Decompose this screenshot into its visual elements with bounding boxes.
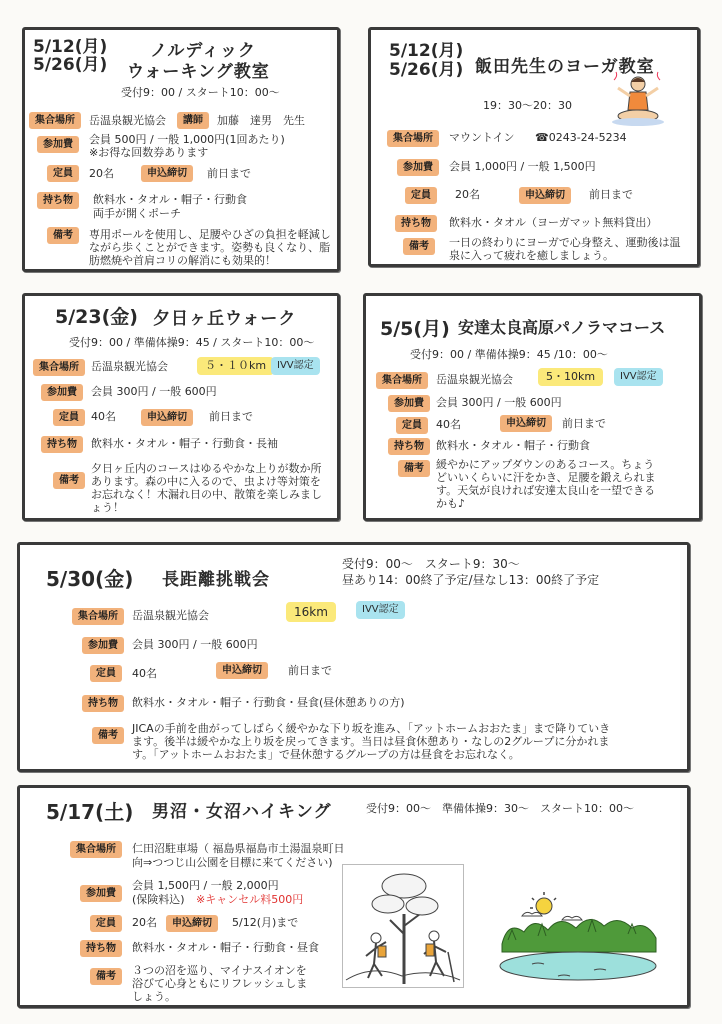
numa-meet-1: 仁田沼駐車場（ 福島県福島市土湯温泉町日 xyxy=(132,842,345,855)
deadline-label: 申込締切 xyxy=(519,187,571,204)
adatara-capacity: 40名 xyxy=(436,418,461,431)
numa-title: 男沼・女沼ハイキング xyxy=(152,802,332,822)
yoga-date-1: 5/12(月) xyxy=(389,41,464,61)
long-items: 飲料水・タオル・帽子・行動食・昼食(昼休憩ありの方) xyxy=(132,696,405,709)
long-notes: JICAの手前を曲がってしばらく緩やかな下り坂を進み、「アットホームおおたま」まで降りていきます。後半は緩やかな上り坂を戻ってきます。当日は昼食休憩あり・なしの2グループに分かれます。「アットホームおおたま」で昼休憩するグループの方は昼食をお忘れなく。 xyxy=(132,722,611,761)
long-date: 5/30(金) xyxy=(46,567,134,591)
nordic-fee-1: 会員 500円 / 一般 1,000円(1回あたり) xyxy=(89,133,285,146)
items-label: 持ち物 xyxy=(37,192,79,209)
numa-capacity: 20名 xyxy=(132,916,157,929)
yuhi-card xyxy=(22,293,340,521)
adatara-fee: 会員 300円 / 一般 600円 xyxy=(436,396,562,409)
notes-label: 備考 xyxy=(90,968,122,985)
deadline-label: 申込締切 xyxy=(216,662,268,679)
nordic-items-2: 両手が開くポーチ xyxy=(93,207,181,220)
yuhi-title: 夕日ヶ丘ウォーク xyxy=(153,309,297,329)
numa-fee-1: 会員 1,500円 / 一般 2,000円 xyxy=(132,879,279,892)
numa-date: 5/17(土) xyxy=(46,800,134,824)
capacity-label: 定員 xyxy=(90,915,122,932)
meet-label: 集合場所 xyxy=(376,372,428,389)
notes-label: 備考 xyxy=(53,472,85,489)
adatara-title: 安達太良高原パノラマコース xyxy=(458,318,666,337)
ivv-badge: IVV認定 xyxy=(614,368,663,386)
yoga-pose-illustration-icon xyxy=(608,70,668,130)
numa-meet-2: 向⇒つつじ山公園を目標に来てください) xyxy=(132,856,333,869)
fee-label: 参加費 xyxy=(80,885,122,902)
notes-label: 備考 xyxy=(398,460,430,477)
yoga-time: 19：30～20：30 xyxy=(483,99,572,112)
nordic-card xyxy=(22,27,340,272)
ivv-badge: IVV認定 xyxy=(356,601,405,619)
adatara-card xyxy=(363,293,702,521)
yuhi-items: 飲料水・タオル・帽子・行動食・長袖 xyxy=(91,437,278,450)
adatara-reception: 受付9：00 / 準備体操9：45 /10：00～ xyxy=(410,348,608,361)
meet-label: 集合場所 xyxy=(33,359,85,376)
yuhi-deadline: 前日まで xyxy=(209,410,253,423)
numa-deadline: 5/12(月)まで xyxy=(232,916,299,929)
long-title: 長距離挑戦会 xyxy=(162,570,270,590)
deadline-label: 申込締切 xyxy=(141,165,193,182)
yoga-meet: マウントイン xyxy=(449,131,515,144)
adatara-notes: 緩やかにアップダウンのあるコース。ちょうどいいくらいに汗をかき、足腰を鍛えられます。天気が良ければ安達太良山を一望できるかも♪ xyxy=(436,458,656,510)
items-label: 持ち物 xyxy=(388,438,430,455)
numa-items: 飲料水・タオル・帽子・行動食・昼食 xyxy=(132,941,319,954)
numa-card xyxy=(17,785,690,1008)
yoga-deadline: 前日まで xyxy=(589,188,633,201)
capacity-label: 定員 xyxy=(53,409,85,426)
nordic-reception: 受付9：00 / スタート10：00～ xyxy=(121,86,280,99)
capacity-label: 定員 xyxy=(405,187,437,204)
meet-label: 集合場所 xyxy=(72,608,124,625)
yoga-title: 飯田先生のヨーガ教室 xyxy=(475,57,655,77)
notes-label: 備考 xyxy=(403,238,435,255)
adatara-meet: 岳温泉観光協会 xyxy=(436,373,513,386)
nordic-capacity: 20名 xyxy=(89,167,114,180)
long-fee: 会員 300円 / 一般 600円 xyxy=(132,638,258,651)
yuhi-notes: 夕日ヶ丘内のコースはゆるやかな上りが数か所あります。森の中に入るので、虫よけ等対策をお忘れなく！木漏れ日の中、散策を楽しみましょう！ xyxy=(91,462,322,514)
adatara-distance-badge: 5・10km xyxy=(538,368,603,386)
long-reception-2: 昼あり14：00終了予定/昼なし13：00終了予定 xyxy=(342,573,600,587)
yuhi-distance-badge: ５・１０km xyxy=(197,357,274,375)
yoga-notes: 一日の終わりにヨーガで心身整え、運動後は温泉に入って疲れを癒しましょう。 xyxy=(449,236,681,262)
numa-notes: ３つの沼を巡り、マイナスイオンを浴びて心身ともにリフレッシュしましょう。 xyxy=(132,964,308,1003)
deadline-label: 申込締切 xyxy=(141,409,193,426)
deadline-label: 申込締切 xyxy=(500,415,552,432)
yoga-card xyxy=(368,27,700,267)
numa-cancel-fee: ※キャンセル料500円 xyxy=(196,893,304,906)
nordic-title-2: ウォーキング教室 xyxy=(127,62,270,82)
items-label: 持ち物 xyxy=(41,436,83,453)
fee-label: 参加費 xyxy=(82,637,124,654)
nordic-deadline: 前日まで xyxy=(207,167,251,180)
meet-label: 集合場所 xyxy=(70,841,122,858)
hikers-illustration-icon xyxy=(342,864,464,988)
yuhi-meet: 岳温泉観光協会 xyxy=(91,360,168,373)
items-label: 持ち物 xyxy=(80,940,122,957)
yuhi-fee: 会員 300円 / 一般 600円 xyxy=(91,385,217,398)
fee-label: 参加費 xyxy=(397,159,439,176)
nordic-date-2: 5/26(月) xyxy=(33,55,108,75)
yoga-phone: ☎0243-24-5234 xyxy=(535,131,627,144)
instructor-label: 講師 xyxy=(177,112,209,129)
long-card xyxy=(17,542,690,772)
meet-label: 集合場所 xyxy=(387,130,439,147)
long-distance-badge: 16km xyxy=(286,602,336,622)
capacity-label: 定員 xyxy=(47,165,79,182)
deadline-label: 申込締切 xyxy=(166,915,218,932)
nordic-meet: 岳温泉観光協会 xyxy=(89,114,166,127)
adatara-items: 飲料水・タオル・帽子・行動食 xyxy=(436,439,590,452)
long-meet: 岳温泉観光協会 xyxy=(132,609,209,622)
yoga-items: 飲料水・タオル（ヨーガマット無料貸出） xyxy=(449,216,658,229)
items-label: 持ち物 xyxy=(82,695,124,712)
long-reception-1: 受付9：00～ スタート9：30～ xyxy=(342,557,520,571)
adatara-deadline: 前日まで xyxy=(562,417,606,430)
nordic-date-1: 5/12(月) xyxy=(33,37,108,57)
capacity-label: 定員 xyxy=(90,665,122,682)
yuhi-reception: 受付9：00 / 準備体操9：45 / スタート10：00～ xyxy=(69,336,315,349)
yoga-fee: 会員 1,000円 / 一般 1,500円 xyxy=(449,160,596,173)
numa-fee-2: (保険料込) xyxy=(132,893,185,906)
yuhi-date: 5/23(金) xyxy=(55,306,138,328)
notes-label: 備考 xyxy=(92,727,124,744)
nordic-title-1: ノルディック xyxy=(150,41,256,61)
items-label: 持ち物 xyxy=(395,215,437,232)
fee-label: 参加費 xyxy=(37,136,79,153)
long-deadline: 前日まで xyxy=(288,664,332,677)
fee-label: 参加費 xyxy=(388,395,430,412)
adatara-date: 5/5(月) xyxy=(380,318,450,340)
yuhi-capacity: 40名 xyxy=(91,410,116,423)
notes-label: 備考 xyxy=(47,227,79,244)
meet-label: 集合場所 xyxy=(29,112,81,129)
nordic-instructor: 加藤 達男 先生 xyxy=(217,114,305,127)
nordic-items-1: 飲料水・タオル・帽子・行動食 xyxy=(93,193,247,206)
yoga-date-2: 5/26(月) xyxy=(389,60,464,80)
nordic-notes: 専用ポールを使用し、足腰やひざの負担を軽減しながら歩くことができます。姿勢も良くなり、脂肪燃焼や首肩コリの解消にも効果的！ xyxy=(89,228,331,267)
yoga-capacity: 20名 xyxy=(455,188,480,201)
ivv-badge: IVV認定 xyxy=(271,357,320,375)
long-capacity: 40名 xyxy=(132,667,157,680)
nordic-fee-2: ※お得な回数券あります xyxy=(89,146,209,159)
lake-landscape-illustration-icon xyxy=(498,890,660,982)
capacity-label: 定員 xyxy=(396,417,428,434)
fee-label: 参加費 xyxy=(41,384,83,401)
numa-reception: 受付9：00～ 準備体操9：30～ スタート10：00～ xyxy=(366,802,634,815)
